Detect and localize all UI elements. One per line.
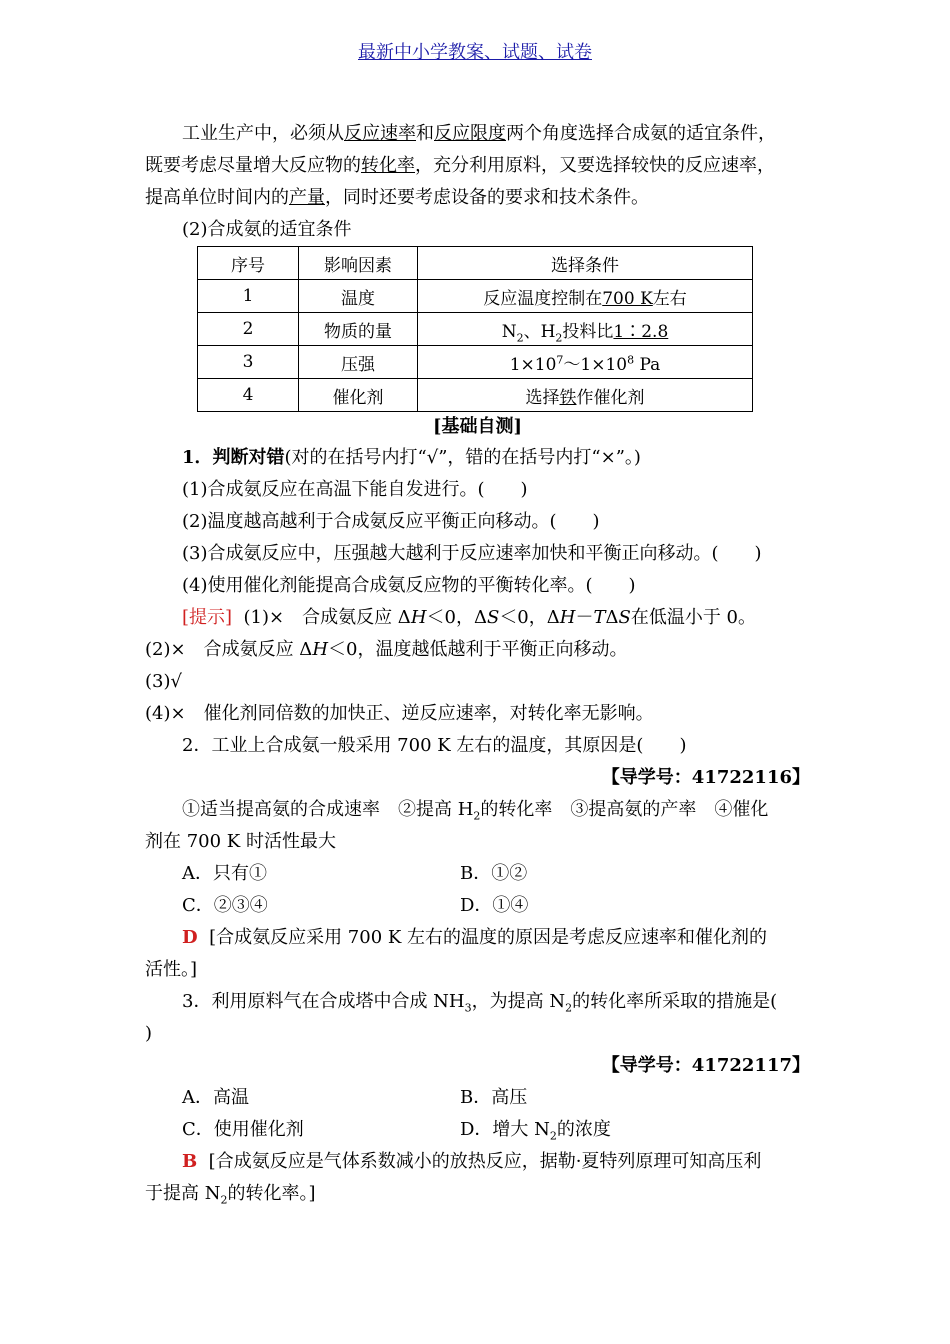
choice-d (460, 1114, 611, 1146)
subscript: 2 (549, 1129, 557, 1143)
q3-choices-row (145, 1082, 810, 1114)
underlined-answer: 1∶2.8 (613, 321, 669, 342)
q2-options-line-1 (145, 794, 810, 826)
subscript: 2 (473, 809, 481, 823)
table-row (198, 346, 753, 379)
superscript: 8 (627, 352, 635, 366)
text: Pa (634, 354, 661, 375)
choice-b: B．①② (460, 863, 528, 884)
hint-line-4: (4)× 催化剂同倍数的加快正、逆反应速率，对转化率无影响。 (145, 703, 654, 724)
math-var: H (410, 607, 427, 628)
q2-explain-line-1 (145, 922, 810, 954)
intro-line-3 (145, 182, 810, 214)
text: 提高单位时间内的 (145, 187, 289, 208)
text: Δ (605, 607, 619, 628)
table-cell (418, 280, 753, 313)
underlined-answer: 产量 (289, 187, 325, 208)
text: [合成氨反应采用 700 K 左右的温度的原因是考虑反应速率和催化剂的 (209, 927, 768, 948)
text: 、H (523, 321, 556, 342)
text: 左右 (652, 288, 687, 309)
q2-options-line-2: 剂在 700 K 时活性最大 (145, 831, 336, 852)
text: ，同时还要考虑设备的要求和技术条件。 (325, 187, 649, 208)
self-test-title: [基础自测] (432, 416, 523, 437)
subscript: 2 (516, 330, 524, 344)
table-header: 影响因素 (299, 247, 418, 280)
hint-line-1 (145, 602, 810, 634)
text: (对的在括号内打“√”，错的在括号内打“×”。) (284, 447, 641, 468)
hint-line-3: (3)√ (145, 671, 182, 692)
text: ①适当提高氨的合成速率 ②提高 H (182, 799, 474, 820)
section-title: (2)合成氨的适宜条件 (182, 219, 352, 240)
text: 和 (416, 123, 434, 144)
text: 既要考虑尽量增大反应物的 (145, 155, 361, 176)
subscript: 2 (555, 330, 563, 344)
question-number: 1．判断对错 (182, 447, 285, 468)
text: 的转化率所采取的措施是( (572, 991, 778, 1012)
underlined-answer: 转化率 (361, 155, 415, 176)
table-cell (418, 313, 753, 346)
table-cell (418, 346, 753, 379)
text: ＜0，Δ (499, 607, 560, 628)
table-cell: 4 (198, 379, 299, 412)
q2-stem: 2．工业上合成氨一般采用 700 K 左右的温度，其原因是( ) (182, 735, 687, 756)
text: 选择 (525, 387, 560, 408)
choice-a: A．高温 (182, 1087, 249, 1108)
subscript: 2 (220, 1193, 228, 1207)
math-var: S (486, 607, 500, 628)
choice-a: A．只有① (182, 863, 267, 884)
text: ，充分利用原料，又要选择较快的反应速率， (415, 155, 775, 176)
math-var: H (559, 607, 576, 628)
table-header-row (198, 247, 753, 280)
hint-line-2 (145, 634, 810, 666)
answer-letter: B (182, 1151, 198, 1172)
q1-item: (3)合成氨反应中，压强越大越利于反应速率加快和平衡正向移动。( ) (182, 543, 762, 564)
text: 两个角度选择合成氨的适宜条件， (506, 123, 776, 144)
choice-b: B．高压 (460, 1087, 528, 1108)
text: 于提高 N (145, 1183, 221, 1204)
intro-line-1 (145, 118, 810, 150)
intro-line-2 (145, 150, 810, 182)
text: (1)× 合成氨反应 Δ (243, 607, 411, 628)
underlined-answer: 铁 (559, 387, 577, 408)
text: 3．利用原料气在合成塔中合成 NH (182, 991, 465, 1012)
table-cell: 2 (198, 313, 299, 346)
choice-c: C．使用催化剂 (182, 1119, 304, 1140)
choice-c: C．②③④ (182, 895, 268, 916)
text: 在低温小于 0。 (630, 607, 757, 628)
text: ＜0，温度越低越利于平衡正向移动。 (328, 639, 628, 660)
text: N (501, 321, 517, 342)
q1-stem (145, 442, 810, 474)
q1-item: (2)温度越高越利于合成氨反应平衡正向移动。( ) (182, 511, 600, 532)
table-row (198, 280, 753, 313)
text: 反应温度控制在 (483, 288, 603, 309)
text: D．增大 N (460, 1119, 550, 1140)
math-var: T (593, 607, 606, 628)
underlined-answer: 700 K (602, 288, 653, 309)
q3-stem-line-2: ) (145, 1023, 153, 1044)
table-cell: 1 (198, 280, 299, 313)
q3-choices-row (145, 1114, 810, 1146)
q1-item: (1)合成氨反应在高温下能自发进行。( ) (182, 479, 528, 500)
underlined-answer: 反应限度 (434, 123, 506, 144)
table-row (198, 313, 753, 346)
q3-explain-line-2 (145, 1178, 810, 1210)
table-cell: 温度 (299, 280, 418, 313)
q2-guide-number: 【导学号：41722116】 (601, 767, 810, 788)
q2-choices-row (145, 858, 810, 890)
document-body (145, 118, 810, 1210)
hint-label: [提示] (182, 607, 233, 628)
text: ＜0，Δ (426, 607, 487, 628)
table-header: 序号 (198, 247, 299, 280)
text: (2)× 合成氨反应 Δ (145, 639, 313, 660)
text: 投料比 (562, 321, 614, 342)
text: 的浓度 (556, 1119, 611, 1140)
text: ～1×10 (563, 354, 628, 375)
text: ，为提高 N (471, 991, 566, 1012)
text: 工业生产中，必须从 (182, 123, 344, 144)
choice-d: D．①④ (460, 895, 529, 916)
q3-stem (145, 986, 810, 1018)
text: 作催化剂 (576, 387, 645, 408)
math-var: H (312, 639, 329, 660)
table-cell: 物质的量 (299, 313, 418, 346)
table-cell: 3 (198, 346, 299, 379)
q1-item: (4)使用催化剂能提高合成氨反应物的平衡转化率。( ) (182, 575, 636, 596)
table-cell (418, 379, 753, 412)
conditions-table (197, 246, 753, 412)
underlined-answer: 反应速率 (344, 123, 416, 144)
q3-explain-line-1 (145, 1146, 810, 1178)
text: 的转化率。] (227, 1183, 316, 1204)
q2-explain-line-2: 活性。] (145, 959, 198, 980)
table-row (198, 379, 753, 412)
table-cell: 压强 (299, 346, 418, 379)
text: 的转化率 ③提高氨的产率 ④催化 (480, 799, 769, 820)
subscript: 3 (464, 1001, 472, 1015)
table-header: 选择条件 (418, 247, 753, 280)
subscript: 2 (565, 1001, 573, 1015)
answer-letter: D (182, 927, 198, 948)
text: － (575, 607, 594, 628)
math-var: S (618, 607, 631, 628)
text: 1×10 (509, 354, 557, 375)
q3-guide-number: 【导学号：41722117】 (601, 1055, 810, 1076)
q2-choices-row (145, 890, 810, 922)
header-link[interactable]: 最新中小学教案、试题、试卷 (358, 42, 592, 63)
text: [合成氨反应是气体系数减小的放热反应，据勒·夏特列原理可知高压利 (208, 1151, 762, 1172)
table-cell: 催化剂 (299, 379, 418, 412)
superscript: 7 (556, 352, 564, 366)
